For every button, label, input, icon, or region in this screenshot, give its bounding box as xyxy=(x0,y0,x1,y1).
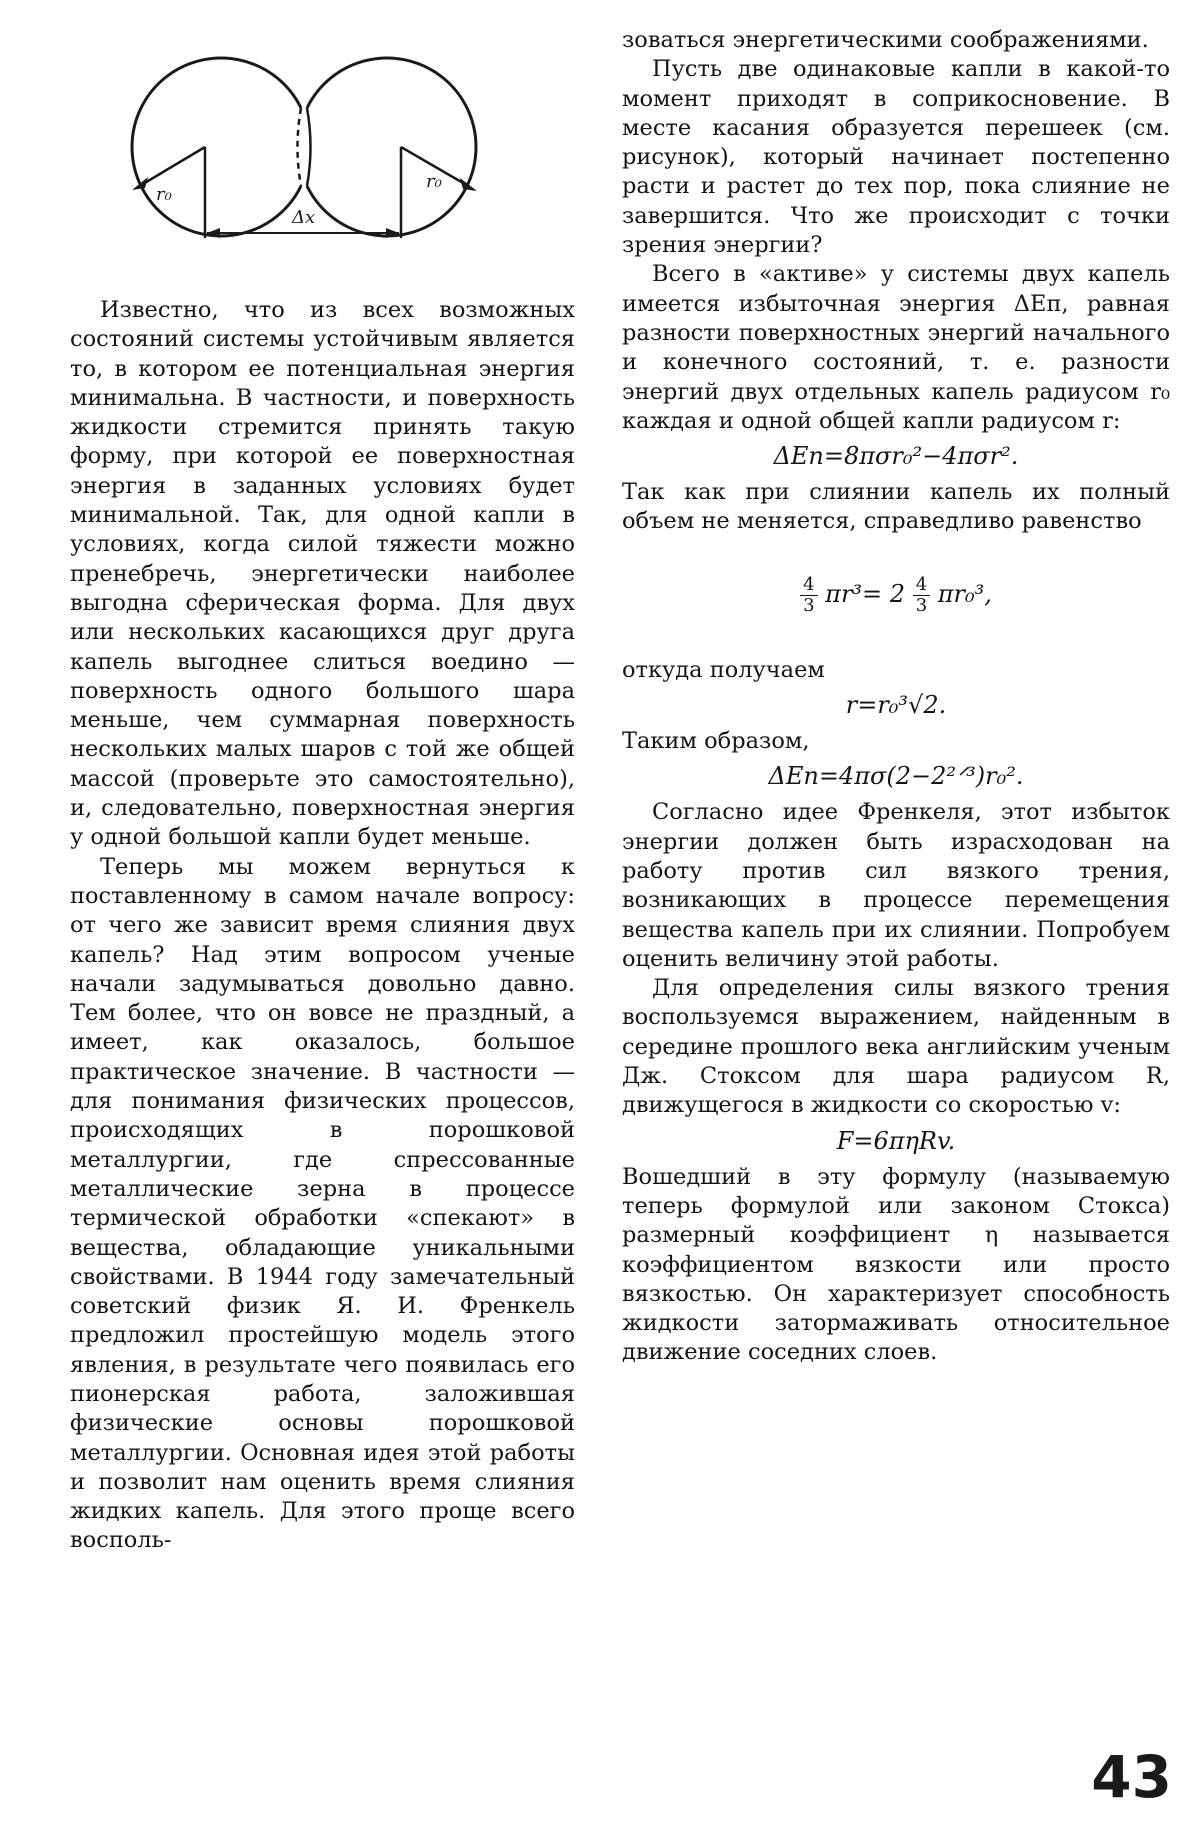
label-dx: Δx xyxy=(292,207,316,228)
formula-radius: r=r₀³√2. xyxy=(845,691,947,720)
paragraph: Для определения силы вязкого трения воспользуемся выражением, найденным в середине прошлого века английским ученым Дж. Стоксом для шара радиусом R, движущегося в жидкости со скоростью v: xyxy=(622,975,1170,1119)
formula-stokes-law: F=6πηRv. xyxy=(836,1126,956,1155)
left-droplet-circle xyxy=(132,58,301,236)
right-radius-line xyxy=(401,147,477,238)
label-r0-left: r₀ xyxy=(156,184,172,205)
fraction: $\frac{4}{3}$ xyxy=(800,575,817,616)
neck-bridge xyxy=(298,108,311,186)
paragraph: Согласно идее Френкеля, этот избыток энергии должен быть израсходован на работу против сил вязкого трения, возникающих в процессе перемещения вещества капель при их слиянии. Попробуем оценить величину этой работы. xyxy=(622,799,1170,972)
paragraph: Известно, что из всех возможных состояний системы устойчивым является то, в котором ее потенциальная энергия минимальна. В частности, и поверхность жидкости стремится принять такую форму, при которой ее поверхностная энергия в заданных условиях будет минимальной. Так, для одной капли в условиях, когда силой тяжести можно пренебречь, энергетически наиболее выгодна сферическая форма. Для двух или нескольких касающихся друг друга капель выгоднее слиться воедино — поверхность одного большого шара меньше, чем суммарная поверхность нескольких малых шаров с той же общей массой (проверьте это самостоятельно), и, следовательно, поверхностная энергия у одной большой капли будет меньше. xyxy=(70,297,575,851)
formula-energy-result: ΔEп=4πσ(2−2²ᐟ³)r₀². xyxy=(768,762,1024,791)
paragraph: откуда получаем xyxy=(622,656,825,683)
two-droplets-figure xyxy=(70,30,575,300)
formula-energy-difference: ΔEп=8πσr₀²−4πσr². xyxy=(773,442,1019,471)
paragraph: зоваться энергетическими соображениями. xyxy=(622,27,1149,53)
formula-left-part: πr³= 2 xyxy=(825,579,906,608)
label-r0-right: r₀ xyxy=(426,171,442,192)
paragraph: Таким образом, xyxy=(622,728,810,755)
right-droplet-circle xyxy=(307,58,476,236)
paragraph: Так как при слиянии капель их полный объем не меняется, справедливо равенство xyxy=(622,479,1170,535)
paragraph: Всего в «активе» у системы двух капель имеется избыточная энергия ΔEп, равная разности поверхностных энергий начального и конечного состояний, т. е. разности энергий двух отдельных капель радиусом r₀ каждая и одной общей капли радиусом r: xyxy=(622,261,1170,434)
formula-right-part: πr₀³, xyxy=(937,579,992,608)
fraction: $\frac{4}{3}$ xyxy=(913,575,930,616)
left-column xyxy=(70,296,575,1556)
page-number: 43 xyxy=(1091,1743,1172,1811)
paragraph: Вошедший в эту формулу (называемую теперь формулой или законом Стокса) размерный коэффициент η называется коэффициентом вязкости или просто вязкостью. Он характеризует способность жидкости затормаживать относительное движение соседних слоев. xyxy=(622,1163,1170,1366)
paragraph: Теперь мы можем вернуться к поставленному в самом начале вопросу: от чего же зависит время слияния двух капель? Над этим вопросом ученые начали задумываться довольно давно. Тем более, что он вовсе не праздный, а имеет, как оказалось, большое практическое значение. В частности — для понимания физических процессов, происходящих в порошковой металлургии, где спрессованные металлические зерна в процессе термической обработки «спекают» в вещества, обладающие уникальными свойствами. В 1944 году замечательный советский физик Я. И. Френкель предложил простейшую модель этого явления, в результате чего появилась его пионерская работа, заложившая физические основы порошковой металлургии. Основная идея этой работы и позволит нам оценить время слияния жидких капель. Для этого проще всего восполь- xyxy=(70,853,575,1554)
paragraph: Пусть две одинаковые капли в какой-то момент приходят в соприкосновение. В месте касания образуется перешеек (см. рисунок), который начинает постепенно расти и растет до тех пор, пока слияние не завершится. Что же происходит с точки зрения энергии? xyxy=(622,56,1170,259)
formula-volume-equality xyxy=(622,575,1170,616)
dx-dimension xyxy=(207,228,399,238)
right-column xyxy=(622,26,1170,1368)
